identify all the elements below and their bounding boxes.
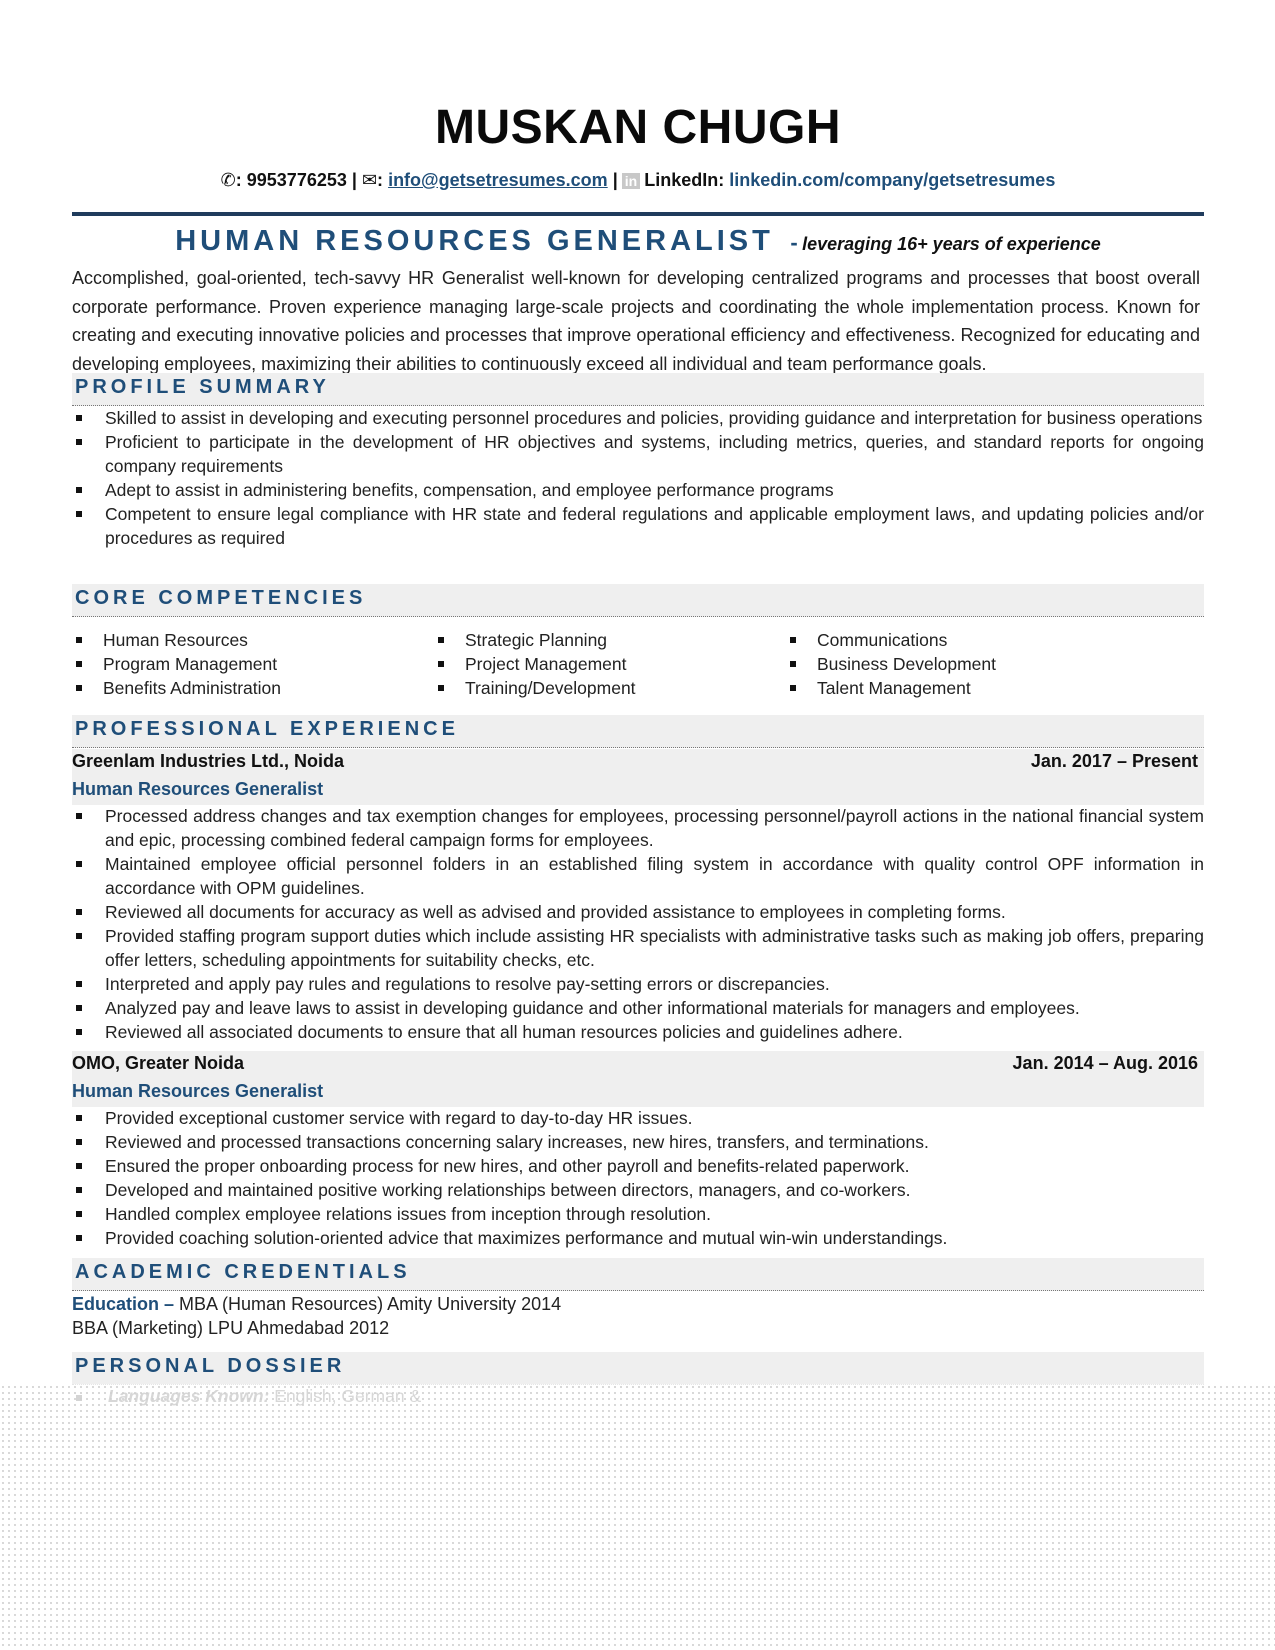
profile-list (72, 406, 1204, 550)
section-academic-credentials: ACADEMIC CREDENTIALS (72, 1258, 1204, 1291)
list-item: Proficient to participate in the development of HR objectives and systems, including metrics, queries, and standard reports for ongoing company requirements (72, 430, 1204, 478)
linkedin-icon: in (622, 173, 640, 189)
job-dates: Jan. 2014 – Aug. 2016 (1012, 1053, 1198, 1073)
company-name: Greenlam Industries Ltd., Noida (72, 751, 345, 771)
degree-bba: BBA (Marketing) LPU Ahmedabad 2012 (72, 1318, 390, 1338)
list-item: Processed address changes and tax exemption changes for employees, processing personnel/payroll actions in the national financial system and epic, processing combined federal campaign forms for employees. (72, 804, 1204, 852)
experience-tagline: leveraging 16+ years of experience (802, 234, 1101, 254)
phone-icon: ✆ (220, 170, 236, 190)
list-item: Strategic Planning (434, 628, 636, 652)
competencies-column (72, 628, 281, 700)
job-header (72, 749, 1204, 805)
list-item: Ensured the proper onboarding process for new hires, and other payroll and benefits-related paperwork. (72, 1154, 1204, 1178)
list-item: Handled complex employee relations issues from inception through resolution. (72, 1202, 1204, 1226)
phone-number: 9953776253 (246, 170, 347, 190)
linkedin-link[interactable]: linkedin.com/company/getsetresumes (729, 170, 1056, 190)
list-item: Provided coaching solution-oriented advice that maximizes performance and mutual win-win understandings. (72, 1226, 1204, 1250)
list-item: Reviewed all associated documents to ensure that all human resources policies and guidelines adhere. (72, 1020, 1204, 1044)
list-item: Adept to assist in administering benefits, compensation, and employee performance programs (72, 478, 1204, 502)
competencies-column (434, 628, 636, 700)
job-title: HUMAN RESOURCES GENERALIST (175, 225, 774, 257)
section-core-competencies: CORE COMPETENCIES (72, 584, 1204, 617)
list-item: Training/Development (434, 676, 636, 700)
list-item: Provided staffing program support duties which include assisting HR specialists with administrative tasks such as making job offers, preparing offer letters, scheduling appointments for suitability checks, etc. (72, 924, 1204, 972)
linkedin-label: LinkedIn: (644, 170, 725, 190)
list-item: Analyzed pay and leave laws to assist in developing guidance and other informational materials for managers and employees. (72, 996, 1204, 1020)
list-item: Reviewed and processed transactions concerning salary increases, new hires, transfers, and terminations. (72, 1130, 1204, 1154)
list-item: Provided exceptional customer service with regard to day-to-day HR issues. (72, 1106, 1204, 1130)
summary-paragraph: Accomplished, goal-oriented, tech-savvy HR Generalist well-known for developing centralized programs and processes that boost overall corporate performance. Proven experience managing large-scale projects and coordinating the whole implementation process. Known for creating and executing innovative policies and processes that improve operational efficiency and effectiveness. Recognized for educating and developing employees, maximizing their abilities to continuously exceed all individual and team performance goals. (72, 268, 1200, 374)
email-link[interactable]: info@getsetresumes.com (388, 170, 608, 190)
preview-fade-overlay (0, 1384, 1275, 1650)
list-item: Program Management (72, 652, 281, 676)
list-item: Skilled to assist in developing and executing personnel procedures and policies, providing guidance and interpretation for business operations (72, 406, 1204, 430)
mail-icon: ✉ (361, 170, 378, 190)
list-item: Communications (786, 628, 996, 652)
job-role: Human Resources Generalist (72, 1081, 324, 1101)
job-bullets (72, 804, 1204, 1044)
section-professional-experience: PROFESSIONAL EXPERIENCE (72, 715, 1204, 748)
competencies-column (786, 628, 996, 700)
list-item: Interpreted and apply pay rules and regulations to resolve pay-setting errors or discrepancies. (72, 972, 1204, 996)
section-personal-dossier: PERSONAL DOSSIER (72, 1352, 1204, 1385)
list-item: Developed and maintained positive working relationships between directors, managers, and co-workers. (72, 1178, 1204, 1202)
job-dates: Jan. 2017 – Present (1030, 751, 1198, 771)
job-header (72, 1051, 1204, 1107)
list-item: Project Management (434, 652, 636, 676)
contact-line: ✆: 9953776253 | ✉: info@getsetresumes.com | in LinkedIn: linkedin.com/company/getsetresumes (220, 170, 1056, 190)
header-divider (72, 212, 1204, 216)
education-label: Education – (72, 1294, 175, 1314)
list-item: Reviewed all documents for accuracy as well as advised and provided assistance to employees in completing forms. (72, 900, 1204, 924)
education-block (72, 1292, 1204, 1340)
candidate-name: MUSKAN CHUGH (435, 101, 841, 154)
list-item: Benefits Administration (72, 676, 281, 700)
list-item: Competent to ensure legal compliance with HR state and federal regulations and applicable employment laws, and updating policies and/or procedures as required (72, 502, 1204, 550)
job-role: Human Resources Generalist (72, 779, 324, 799)
list-item: Human Resources (72, 628, 281, 652)
list-item: Business Development (786, 652, 996, 676)
list-item: Maintained employee official personnel folders in an established filing system in accordance with quality control OPF information in accordance with OPM guidelines. (72, 852, 1204, 900)
degree-mba: MBA (Human Resources) Amity University 2014 (179, 1294, 562, 1314)
section-profile-summary: PROFILE SUMMARY (72, 373, 1204, 406)
list-item: Talent Management (786, 676, 996, 700)
headline: HUMAN RESOURCES GENERALIST - leveraging 16+ years of experience (175, 225, 1101, 257)
company-name: OMO, Greater Noida (72, 1053, 245, 1073)
job-bullets (72, 1106, 1204, 1250)
